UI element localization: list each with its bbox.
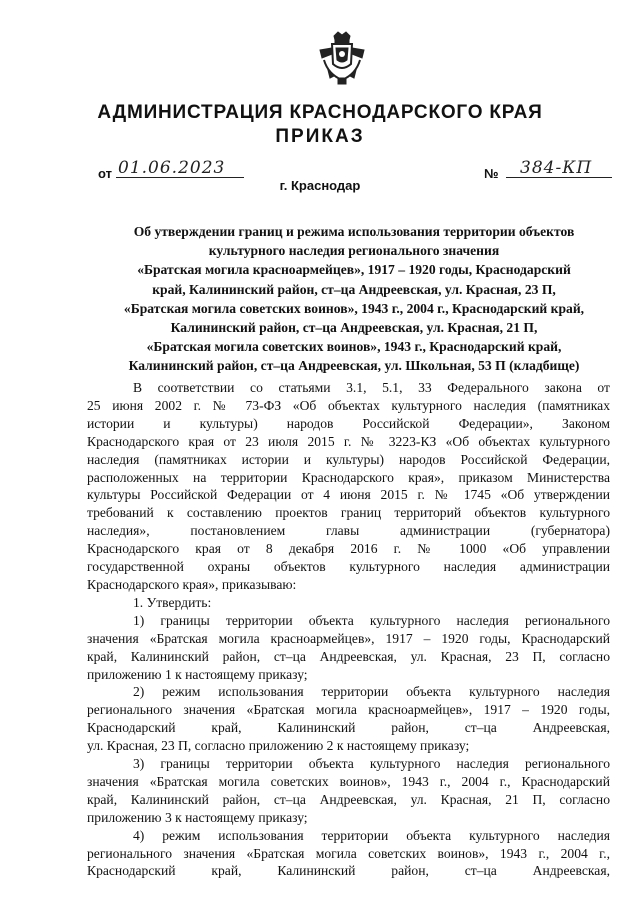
title-line: Калининский район, ст–ца Андреевская, ул. Красная, 21 П, bbox=[170, 320, 538, 336]
body-line: В соответствии со статьями 3.1, 5.1, 33 Федерального закона от bbox=[133, 380, 610, 395]
body-line: истории и культуры) народов Российской Федерации», Законом bbox=[87, 415, 610, 431]
title-line: «Братская могила советских воинов», 1943 г., Краснодарский край, bbox=[146, 339, 562, 355]
body-line: край, Калининский район, ст–ца Андреевская, ул. Красная, 21 П, согласно bbox=[87, 791, 610, 807]
body-line: Краснодарский край, Калининский район, ст–ца Андреевская, bbox=[87, 720, 610, 736]
body-line: регионального значения «Братская могила красноармейцев», 1917 – 1920 годы, bbox=[87, 702, 610, 718]
body-line: край, Калининский район, ст–ца Андреевская, ул. Красная, 23 П, согласно bbox=[87, 648, 610, 664]
body-line: наследия (памятниках истории и культуры) народов Российской Федерации, bbox=[87, 451, 610, 467]
krasnodar-coat-of-arms-icon bbox=[318, 30, 366, 86]
number-handwritten: 384-КП bbox=[520, 158, 593, 178]
title-line: Об утверждении границ и режима использования территории объектов bbox=[133, 224, 575, 239]
title-line: «Братская могила красноармейцев», 1917 – 1920 годы, Краснодарский bbox=[137, 262, 571, 278]
body-line: значения «Братская могила красноармейцев», 1917 – 1920 годы, Краснодарский bbox=[87, 630, 610, 646]
body-line: значения «Братская могила советских воинов», 1943 г., 2004 г., Краснодарский bbox=[87, 773, 610, 789]
body-line: приложению 1 к настоящему приказу; bbox=[87, 666, 308, 682]
number-prefix: № bbox=[484, 166, 499, 181]
body-line: наследия», постановлением главы администрации (губернатора) bbox=[87, 523, 610, 539]
body-line: 1. Утвердить: bbox=[133, 594, 212, 610]
title-line: «Братская могила советских воинов», 1943 г., 2004 г., Краснодарский край, bbox=[123, 300, 585, 316]
body-line: государственной охраны объектов культурного наследия администрации bbox=[87, 559, 610, 575]
city: г. Краснодар bbox=[279, 178, 361, 193]
title-line: культурного наследия регионального значения bbox=[208, 243, 500, 259]
document-title bbox=[98, 222, 610, 376]
date-prefix: от bbox=[98, 166, 112, 181]
body-line: Краснодарский край, Калининский район, ст–ца Андреевская, bbox=[87, 863, 610, 879]
organization-heading: АДМИНИСТРАЦИЯ КРАСНОДАРСКОГО КРАЯ bbox=[97, 102, 543, 123]
body-line: расположенных на территории Краснодарского края», приказом Министерства bbox=[87, 469, 610, 485]
body-line: 1) границы территории объекта культурного наследия регионального bbox=[133, 612, 610, 628]
body-line: ул. Красная, 23 П, согласно приложению 2 к настоящему приказу; bbox=[87, 738, 470, 754]
date-handwritten: 01.06.2023 bbox=[118, 158, 226, 178]
body-line: 25 июня 2002 г. № 73-ФЗ «Об объектах культурного наследия (памятниках bbox=[87, 397, 610, 413]
body-line: Краснодарского края», приказываю: bbox=[87, 576, 297, 592]
body-line: Краснодарского края от 23 июля 2015 г. № 3223-КЗ «Об объектах культурного bbox=[87, 433, 610, 449]
body-line: Краснодарского края от 8 декабря 2016 г. № 1000 «Об управлении bbox=[87, 541, 610, 557]
body-line: требований к составлению проектов границ территорий объектов культурного bbox=[87, 505, 610, 521]
title-line: край, Калининский район, ст–ца Андреевская, ул. Красная, 23 П, bbox=[152, 281, 556, 297]
title-line: Калининский район, ст–ца Андреевская, ул. Школьная, 53 П (кладбище) bbox=[128, 358, 580, 374]
body-line: регионального значения «Братская могила советских воинов», 1943 г., 2004 г., bbox=[87, 845, 610, 861]
document-body bbox=[87, 379, 610, 880]
body-line: 3) границы территории объекта культурного наследия регионального bbox=[133, 756, 610, 772]
body-line: 4) режим использования территории объекта культурного наследия bbox=[133, 827, 610, 843]
body-line: 2) режим использования территории объекта культурного наследия bbox=[133, 684, 610, 700]
body-line: приложению 3 к настоящему приказу; bbox=[87, 809, 308, 825]
document-type-heading: ПРИКАЗ bbox=[275, 126, 365, 147]
body-line: культуры Российской Федерации от 4 июня 2015 г. № 1745 «Об утверждении bbox=[87, 487, 610, 503]
